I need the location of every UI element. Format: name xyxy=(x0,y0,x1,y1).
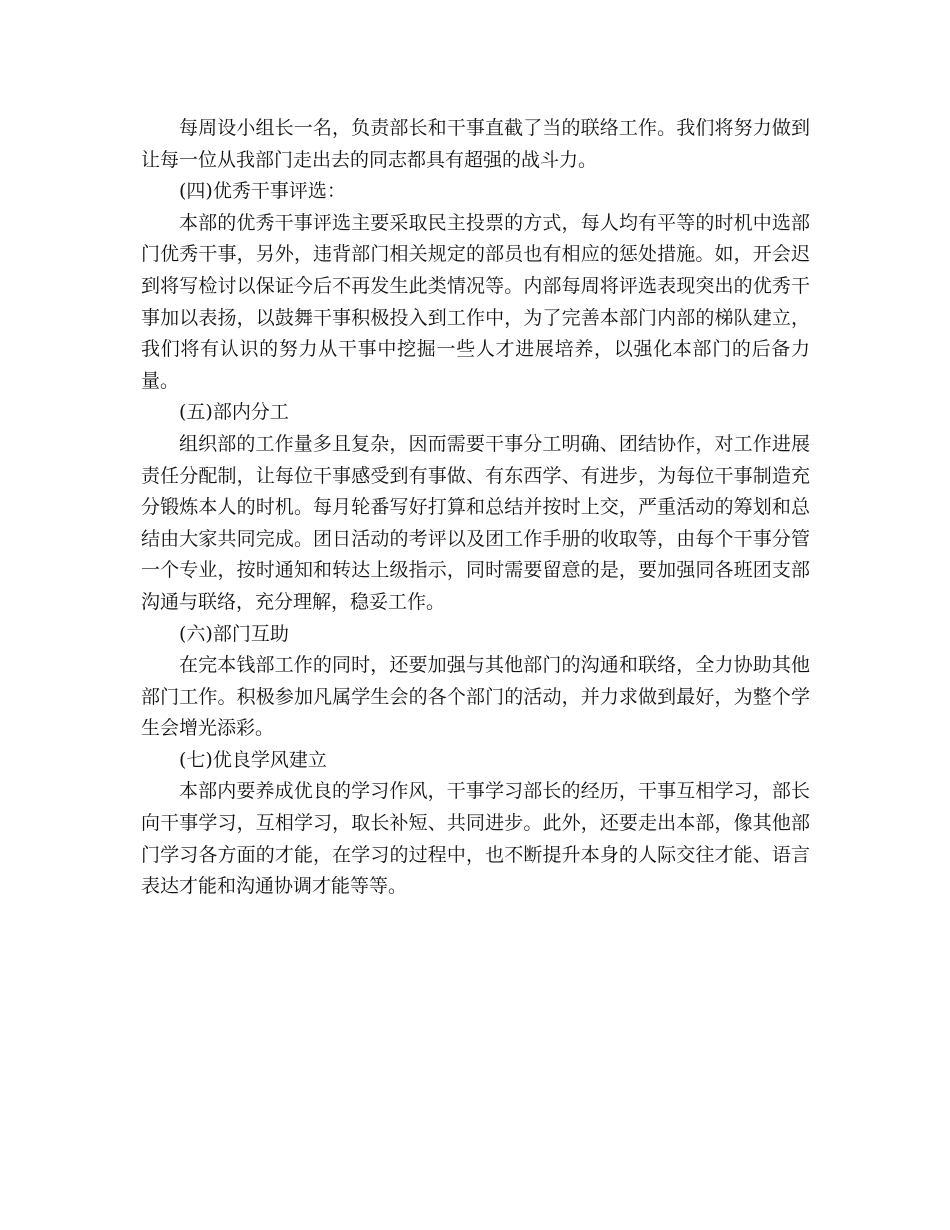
heading-internal-division: (五)部内分工 xyxy=(179,401,289,424)
paragraph-internal-division: 组织部的工作量多且复杂，因而需要干事分工明确、团结协作，对工作进展责任分配制，让每位干事感受到有事做、有东西学、有进步，为每位干事制造充分锻炼本人的时机。每月轮番写好打算和总结并按时上交，严重活动的筹划和总结由大家共同完成。团日活动的考评以及团工作手册的收取等，由每个干事分管一个专业，按时通知和转达上级指示，同时需要留意的是，要加强同各班团支部沟通与联络，充分理解，稳妥工作。 xyxy=(141,432,810,613)
paragraph-excellent-staff-selection: 本部的优秀干事评选主要采取民主投票的方式，每人均有平等的时机中选部门优秀干事，另外，违背部门相关规定的部员也有相应的惩处措施。如，开会迟到将写检讨以保证今后不再发生此类情况等。内部每周将评选表现突出的优秀干事加以表扬，以鼓舞干事积极投入到工作中，为了完善本部门内部的梯队建立，我们将有认识的努力从干事中挖掘一些人才进展培养，以强化本部门的后备力量。 xyxy=(141,211,810,392)
paragraph-study-style: 本部内要养成优良的学习作风，干事学习部长的经历，干事互相学习，部长向干事学习，互相学习，取长补短、共同进步。此外，还要走出本部，像其他部门学习各方面的才能，在学习的过程中，也不断提升本身的人际交往才能、语言表达才能和沟通协调才能等等。 xyxy=(141,780,810,898)
heading-excellent-staff-selection: (四)优秀干事评选： xyxy=(179,180,346,203)
heading-study-style: (七)优良学风建立 xyxy=(179,748,327,771)
heading-department-mutual-aid: (六)部门互助 xyxy=(179,622,289,645)
document-body xyxy=(141,113,810,903)
paragraph-department-mutual-aid: 在完本钱部工作的同时，还要加强与其他部门的沟通和联络，全力协助其他部门工作。积极参加凡属学生会的各个部门的活动，并力求做到最好，为整个学生会增光添彩。 xyxy=(141,654,810,740)
paragraph-group-leader: 每周设小组长一名，负责部长和干事直截了当的联络工作。我们将努力做到让每一位从我部门走出去的同志都具有超强的战斗力。 xyxy=(141,117,810,171)
